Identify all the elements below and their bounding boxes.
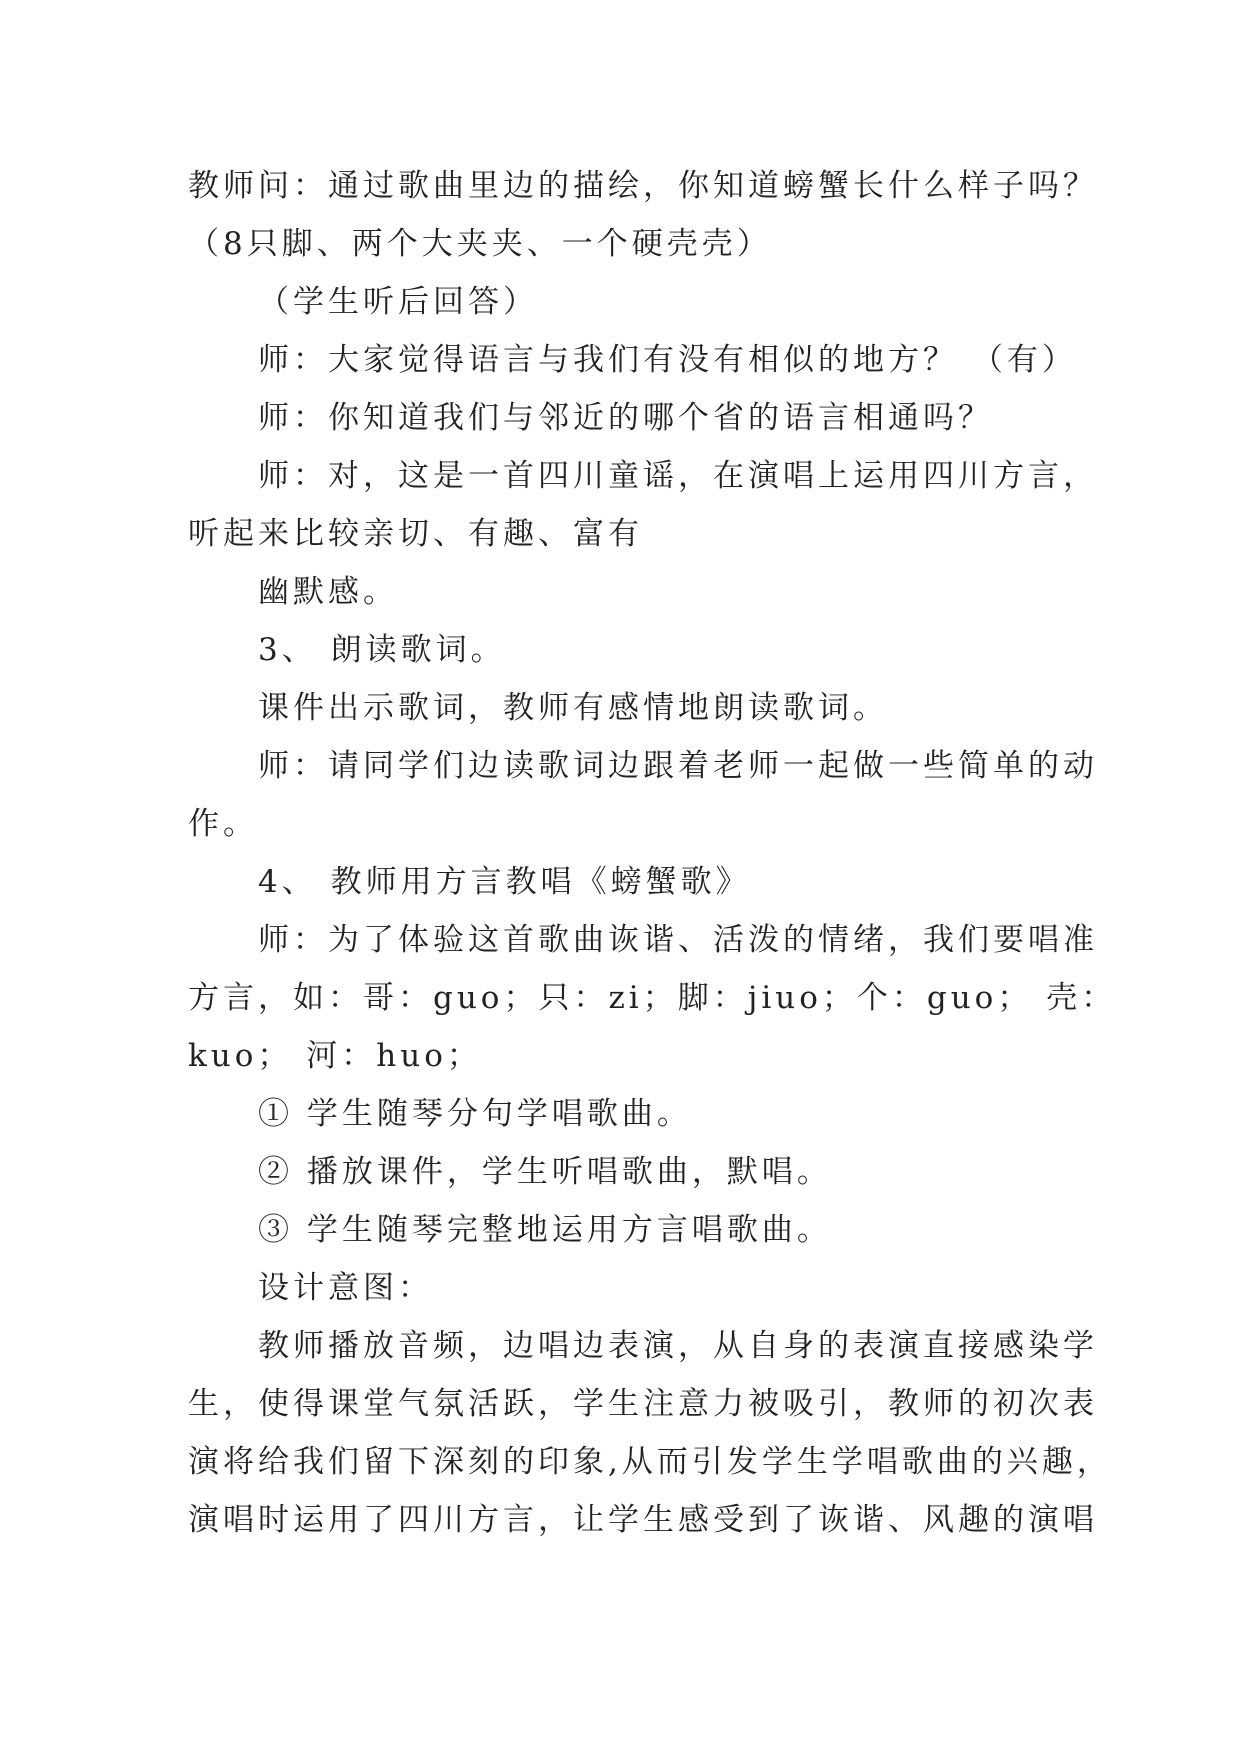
text-line: 听起来比较亲切、有趣、富有 <box>188 516 643 552</box>
text-line: 教师问：通过歌曲里边的描绘，你知道螃蟹长什么样子吗？ <box>188 168 1098 204</box>
text-line: （8只脚、两个大夹夹、一个硬壳壳） <box>188 226 772 262</box>
text-line: 设计意图： <box>258 1270 433 1306</box>
text-line: 方言，如：哥：guo；只：zi；脚：jiuo；个：guo； 壳： <box>188 980 1117 1016</box>
text-line: 师：大家觉得语言与我们有没有相似的地方？ （有） <box>258 342 1077 378</box>
text-line: 生，使得课堂气氛活跃，学生注意力被吸引，教师的初次表 <box>188 1386 1098 1422</box>
text-line: 演将给我们留下深刻的印象,从而引发学生学唱歌曲的兴趣， <box>188 1444 1112 1480</box>
text-line: 幽默感。 <box>258 574 398 610</box>
section-heading: 4、 教师用方言教唱《螃蟹歌》 <box>258 864 751 900</box>
text-line: 演唱时运用了四川方言，让学生感受到了诙谐、风趣的演唱 <box>188 1502 1098 1538</box>
text-line: kuo； 河：huo； <box>188 1038 482 1074</box>
list-item: ③ 学生随琴完整地运用方言唱歌曲。 <box>258 1212 832 1248</box>
list-item: ① 学生随琴分句学唱歌曲。 <box>258 1096 692 1132</box>
list-item: ② 播放课件，学生听唱歌曲，默唱。 <box>258 1154 832 1190</box>
text-line: （学生听后回答） <box>258 284 538 320</box>
text-line: 师：请同学们边读歌词边跟着老师一起做一些简单的动 <box>258 748 1098 784</box>
text-line: 师：对，这是一首四川童谣，在演唱上运用四川方言， <box>258 458 1098 494</box>
text-line: 师：为了体验这首歌曲诙谐、活泼的情绪，我们要唱准 <box>258 922 1098 958</box>
text-line: 教师播放音频，边唱边表演，从自身的表演直接感染学 <box>258 1328 1098 1364</box>
section-heading: 3、 朗读歌词。 <box>258 632 506 668</box>
text-line: 师：你知道我们与邻近的哪个省的语言相通吗？ <box>258 400 993 436</box>
text-line: 课件出示歌词，教师有感情地朗读歌词。 <box>258 690 888 726</box>
text-line: 作。 <box>188 806 258 842</box>
